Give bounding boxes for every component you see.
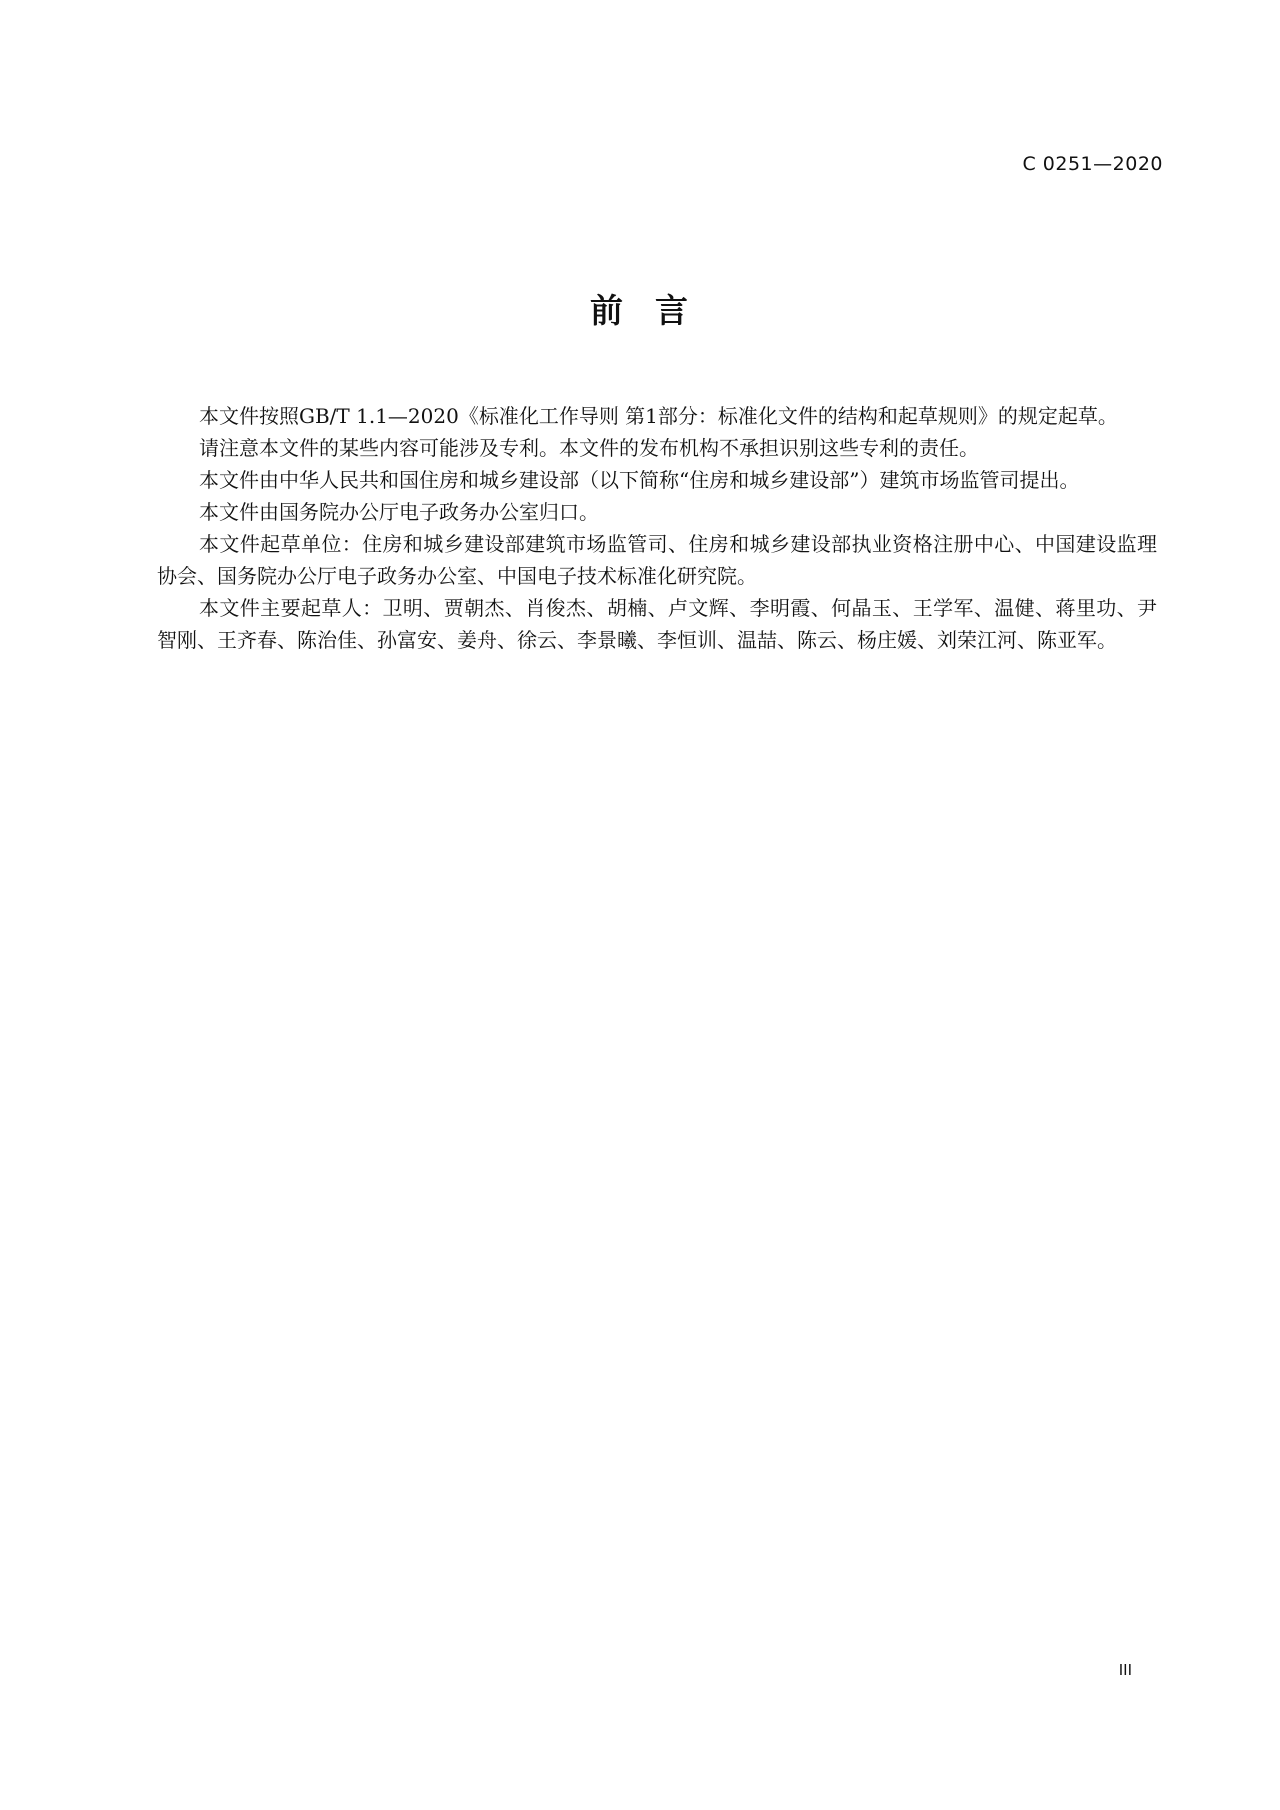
page-title xyxy=(0,285,1280,332)
paragraph-main-drafters: 本文件主要起草人：卫明、贾朝杰、肖俊杰、胡楠、卢文辉、李明霞、何晶玉、王学军、温健、蒋里功、尹智刚、王齐春、陈治佳、孙富安、姜舟、徐云、李景曦、李恒训、温喆、陈云、杨庄媛、刘荣江河、陈亚军。 xyxy=(157,596,1157,652)
paragraph-drafting-rules: 本文件按照GB/T 1.1—2020《标准化工作导则 第1部分：标准化文件的结构和起草规则》的规定起草。 xyxy=(199,404,1118,428)
foreword-body xyxy=(157,400,1157,656)
page-title-part-2: 言 xyxy=(655,291,690,330)
page-title-part-1: 前 xyxy=(590,291,625,330)
page-number: III xyxy=(1118,1661,1132,1679)
paragraph-patent-notice: 请注意本文件的某些内容可能涉及专利。本文件的发布机构不承担识别这些专利的责任。 xyxy=(199,436,979,460)
paragraph-drafting-units: 本文件起草单位：住房和城乡建设部建筑市场监管司、住房和城乡建设部执业资格注册中心、中国建设监理协会、国务院办公厅电子政务办公室、中国电子技术标准化研究院。 xyxy=(157,532,1157,588)
document-number: C 0251—2020 xyxy=(1022,153,1163,175)
paragraph-centralized-management: 本文件由国务院办公厅电子政务办公室归口。 xyxy=(199,500,599,524)
paragraph-proposer: 本文件由中华人民共和国住房和城乡建设部（以下简称“住房和城乡建设部”）建筑市场监管司提出。 xyxy=(199,468,1080,492)
